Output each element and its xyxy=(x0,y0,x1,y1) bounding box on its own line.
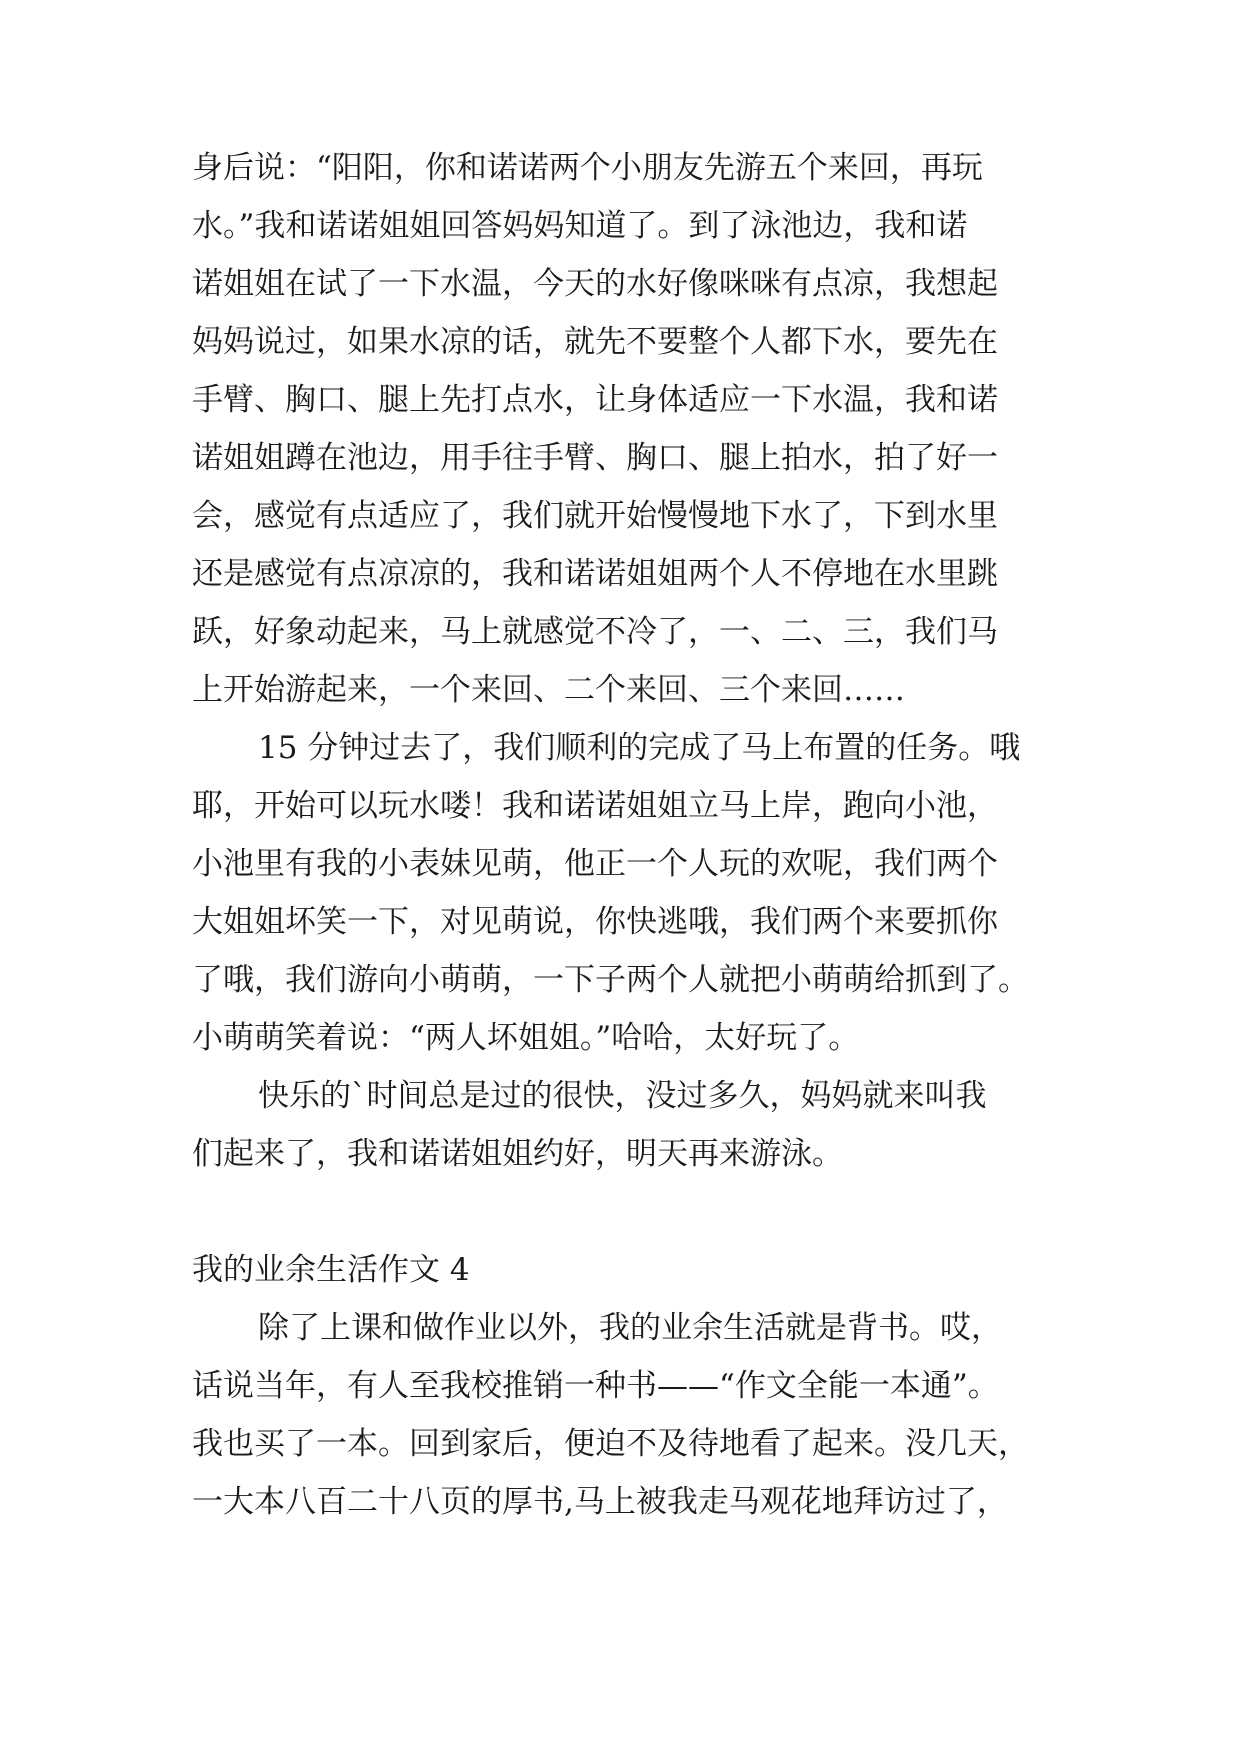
text-line-10: 上开始游起来，一个来回、二个来回、三个来回…… xyxy=(192,672,905,708)
section-heading: 我的业余生活作文 4 xyxy=(192,1252,470,1288)
text-line-16: 小萌萌笑着说：“两人坏姐姐。”哈哈，太好玩了。 xyxy=(192,1020,860,1056)
text-line-18: 们起来了，我和诺诺姐姐约好，明天再来游泳。 xyxy=(192,1136,843,1172)
text-line-15: 了哦，我们游向小萌萌，一下子两个人就把小萌萌给抓到了。 xyxy=(192,962,1029,998)
text-line-2: 水。”我和诺诺姐姐回答妈妈知道了。到了泳池边，我和诺 xyxy=(192,208,968,244)
text-line-14: 大姐姐坏笑一下，对见萌说，你快逃哦，我们两个来要抓你 xyxy=(192,904,998,940)
paragraph-start-line: 除了上课和做作业以外，我的业余生活就是背书。哎， xyxy=(258,1310,1002,1346)
text-line-5: 手臂、胸口、腿上先打点水，让身体适应一下水温，我和诺 xyxy=(192,382,998,418)
paragraph-start-line: 15 分钟过去了，我们顺利的完成了马上布置的任务。哦 xyxy=(258,730,1021,766)
text-line-23: 一大本八百二十八页的厚书,马上被我走马观花地拜访过了， xyxy=(192,1484,1008,1520)
text-line-3: 诺姐姐在试了一下水温，今天的水好像咪咪有点凉，我想起 xyxy=(192,266,998,302)
text-line-12: 耶，开始可以玩水喽！我和诺诺姐姐立马上岸，跑向小池， xyxy=(192,788,998,824)
text-line-1: 身后说：“阳阳，你和诺诺两个小朋友先游五个来回，再玩 xyxy=(192,150,983,186)
text-line-9: 跃，好象动起来，马上就感觉不冷了，一、二、三，我们马 xyxy=(192,614,998,650)
text-line-4: 妈妈说过，如果水凉的话，就先不要整个人都下水，要先在 xyxy=(192,324,998,360)
text-line-6: 诺姐姐蹲在池边，用手往手臂、胸口、腿上拍水，拍了好一 xyxy=(192,440,998,476)
text-line-22: 我也买了一本。回到家后，便迫不及待地看了起来。没几天， xyxy=(192,1426,1029,1462)
text-line-8: 还是感觉有点凉凉的，我和诺诺姐姐两个人不停地在水里跳 xyxy=(192,556,998,592)
text-line-13: 小池里有我的小表妹见萌，他正一个人玩的欢呢，我们两个 xyxy=(192,846,998,882)
text-line-7: 会，感觉有点适应了，我们就开始慢慢地下水了，下到水里 xyxy=(192,498,998,534)
paragraph-start-line: 快乐的`时间总是过的很快，没过多久，妈妈就来叫我 xyxy=(258,1078,987,1114)
text-line-21: 话说当年，有人至我校推销一种书——“作文全能一本通”。 xyxy=(192,1368,999,1404)
